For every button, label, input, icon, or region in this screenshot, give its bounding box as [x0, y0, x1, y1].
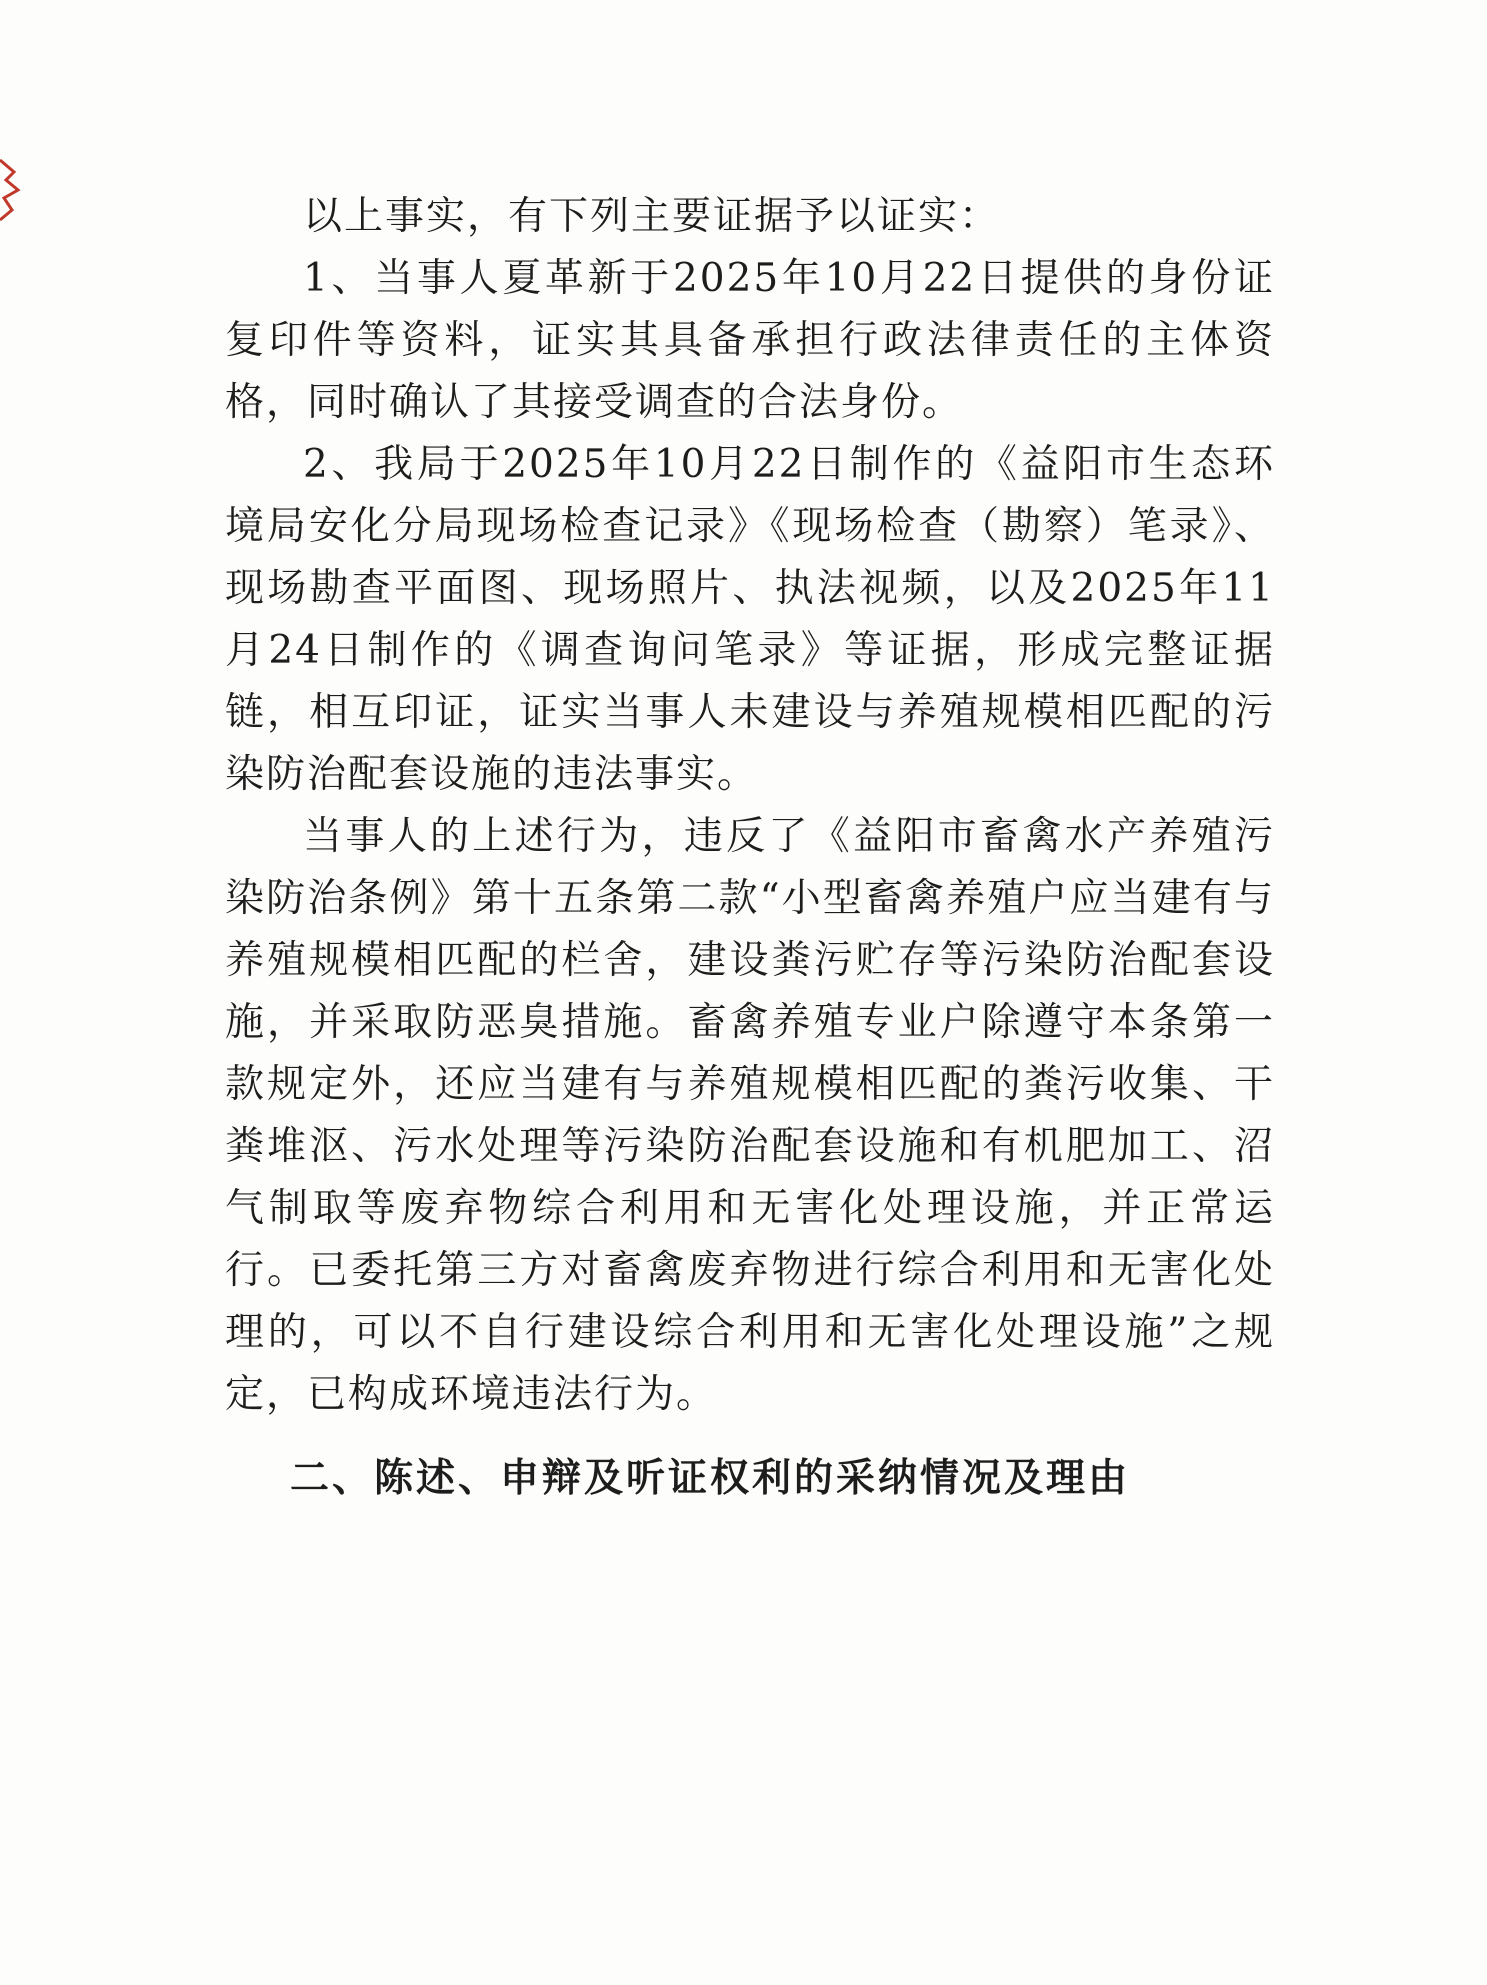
evidence-item-1: 1、当事人夏革新于2025年10月22日提供的身份证复印件等资料，证实其具备承担行政法律责任的主体资格，同时确认了其接受调查的合法身份。: [225, 256, 1275, 425]
document-body: [225, 186, 1275, 1510]
evidence-intro: 以上事实，有下列主要证据予以证实：: [303, 194, 1001, 239]
seal-edge-fragment: [0, 150, 22, 230]
section-heading: 二、陈述、申辩及听证权利的采纳情况及理由: [290, 1456, 1131, 1501]
evidence-item-2: 2、我局于2025年10月22日制作的《益阳市生态环境局安化分局现场检查记录》《现场检查（勘察）笔录》、现场勘查平面图、现场照片、执法视频，以及2025年11月24日制作的《调查询问笔录》等证据，形成完整证据链，相互印证，证实当事人未建设与养殖规模相匹配的污染防治配套设施的违法事实。: [225, 442, 1275, 797]
violation-statement: 当事人的上述行为，违反了《益阳市畜禽水产养殖污染防治条例》第十五条第二款“小型畜禽养殖户应当建有与养殖规模相匹配的栏舍，建设粪污贮存等污染防治配套设施，并采取防恶臭措施。畜禽养殖专业户除遵守本条第一款规定外，还应当建有与养殖规模相匹配的粪污收集、干粪堆沤、污水处理等污染防治配套设施和有机肥加工、沼气制取等废弃物综合利用和无害化处理设施，并正常运行。已委托第三方对畜禽废弃物进行综合利用和无害化处理的，可以不自行建设综合利用和无害化处理设施”之规定，已构成环境违法行为。: [225, 814, 1275, 1417]
